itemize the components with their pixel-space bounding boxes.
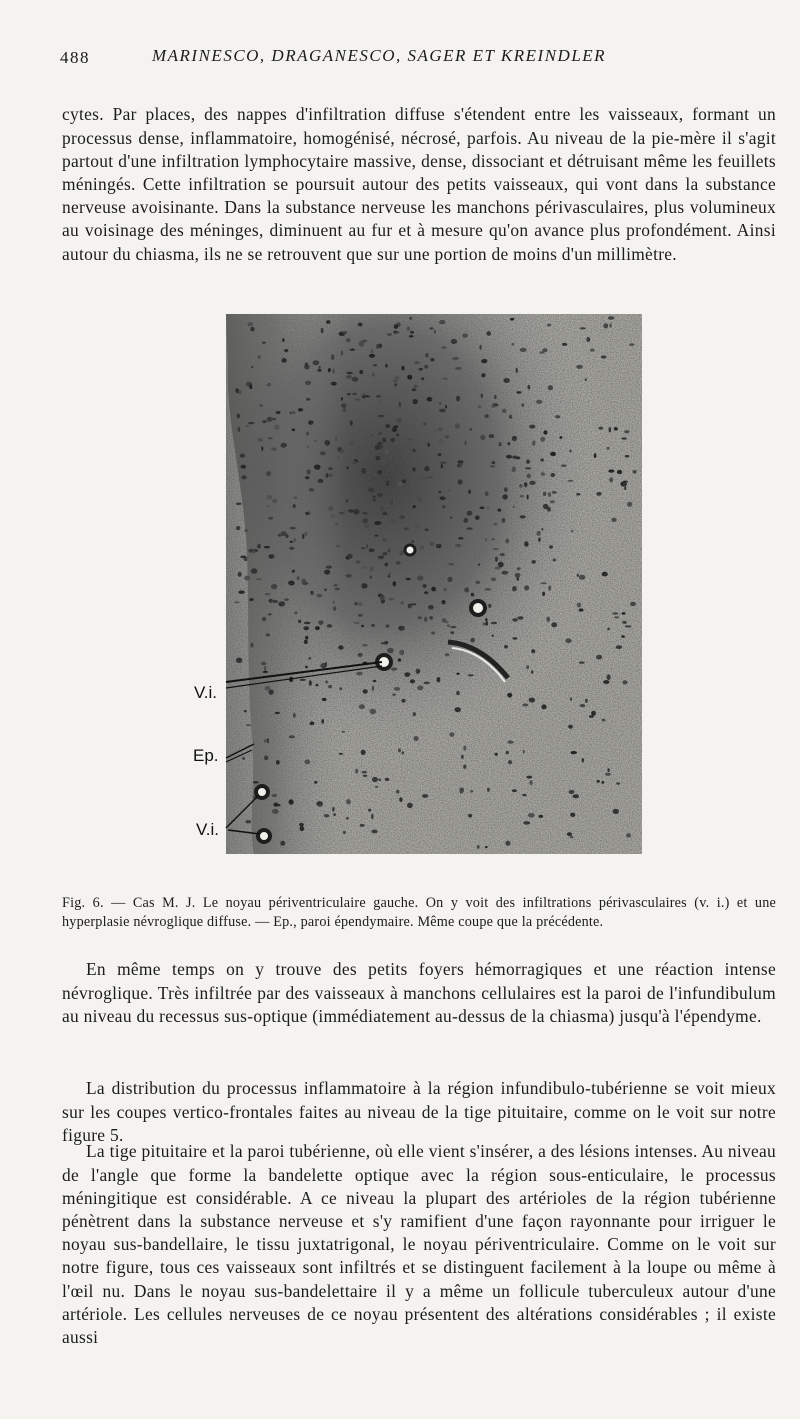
micrograph-image [196,306,646,862]
page-number: 488 [60,48,90,67]
figure-caption: Fig. 6. — Cas M. J. Le noyau périventriculaire gauche. On y voit des infiltrations périvasculaires (v. i.) et une hyperplasie névroglique diffuse. — Ep., paroi épendymaire. Même coupe que la précédente. [62,895,776,931]
paragraph-3: La distribution du processus inflammatoire à la région infundibulo-tubérienne se voit mieux sur les coupes vertico-frontales faites au niveau de la tige pituitaire, comme on le voit sur notre figure 5. [62,1078,776,1145]
label-paroi-ependymaire: Ep. [193,746,219,765]
paragraph-1: cytes. Par places, des nappes d'infiltration diffuse s'étendent entre les vaisseaux, formant un processus dense, inflammatoire, homogénisé, nécrosé, parfois. Au niveau de la pie-mère il s'agit partout d'une infiltration lymphocytaire massive, dense, dissociant et détruisant même les feuillets méningés. Cette infiltration se poursuit autour des petits vaisseaux, qui vont dans la substance nerveuse avoisinante. Dans la substance nerveuse les manchons périvasculaires, plus volumineux au voisinage des méninges, diminuent au fur et à mesure qu'on avance plus profondément. Ainsi autour du chiasma, ils ne se retrouvent que sur une portion de moins d'un millimètre. [62,104,776,264]
running-title: MARINESCO, DRAGANESCO, SAGER ET KREINDLER [152,46,607,65]
paragraph-2: En même temps on y trouve des petits foyers hémorragiques et une réaction intense névroglique. Très infiltrée par des vaisseaux à manchons cellulaires est la paroi de l'infundibulum au niveau du recessus sus-optique (immédiatement au-dessus de la chiasma) jusqu'à l'épendyme. [62,959,776,1026]
histology-micrograph [196,306,646,862]
label-vaisseau-infiltre-top: V.i. [194,683,218,702]
paragraph-4: La tige pituitaire et la paroi tubérienne, où elle vient s'insérer, a des lésions intenses. Au niveau de l'angle que forme la bandelette optique avec la région sous-enticulaire, le processus méningitique est considérable. A ce niveau la plupart des artérioles de la région tubérienne pénètrent dans la substance nerveuse et s'y ramifient d'une façon rayonnante pour irriguer le noyau sus-bandellaire, le tissu juxtatrigonal, le noyau périventriculaire. Comme on le voit sur notre figure, tous ces vaisseaux sont infiltrés et se distinguent facilement à la loupe ou même à l'œil nu. Dans le noyau sus-bandelettaire il y a même un follicule tuberculeux autour d'une artériole. Les cellules nerveuses de ce noyau présentent des altérations considérables ; il existe aussi [62,1141,776,1348]
running-head [60,46,760,74]
label-vaisseau-infiltre-bottom: V.i. [196,820,220,839]
